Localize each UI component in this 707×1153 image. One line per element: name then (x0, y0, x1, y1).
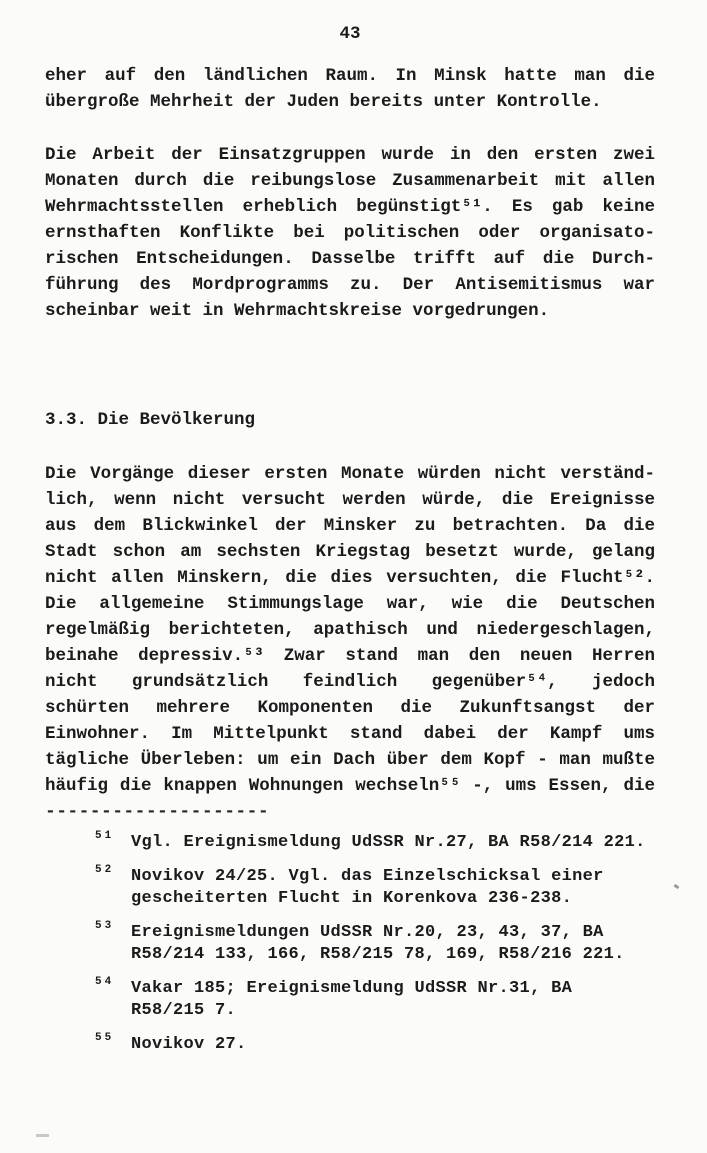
text-line: nicht grundsätzlich feindlich gegenüber⁵⁴, jedoch (45, 672, 655, 692)
footnote-item (45, 832, 655, 854)
footnote-line: R58/215 7. (131, 1001, 237, 1020)
text-line: übergroße Mehrheit der Juden bereits unter Kontrolle. (45, 92, 602, 112)
footnote-marker: 54 (95, 976, 115, 988)
footnote-text (131, 978, 655, 1022)
footnote-separator: -------------------- (45, 805, 270, 819)
footnote-line: Ereignismeldungen UdSSR Nr.20, 23, 43, 37, BA (131, 923, 604, 942)
footnote-line: Vakar 185; Ereignismeldung UdSSR Nr.31, BA (131, 979, 573, 998)
paragraph-einsatzgruppen (45, 142, 655, 324)
footnote-text (131, 832, 655, 854)
text-line: schürten mehrere Komponenten die Zukunftsangst der (45, 698, 655, 718)
text-line: Stadt schon am sechsten Kriegstag besetzt wurde, gelang (45, 542, 655, 562)
footnote-line: Novikov 24/25. Vgl. das Einzelschicksal einer (131, 867, 604, 886)
text-line: Einwohner. Im Mittelpunkt stand dabei der Kampf ums (45, 724, 655, 744)
text-line: Monaten durch die reibungslose Zusammenarbeit mit allen (45, 171, 655, 191)
text-line: regelmäßig berichteten, apathisch und niedergeschlagen, (45, 620, 655, 640)
footnote-line: Novikov 27. (131, 1035, 247, 1054)
footnote-item (45, 1034, 655, 1056)
scan-artifact-speck (674, 884, 680, 889)
footnotes (45, 832, 655, 1056)
footnote-line: R58/214 133, 166, R58/215 78, 169, R58/216 221. (131, 945, 625, 964)
scanned-page (0, 21, 707, 1153)
footnote-line: gescheiterten Flucht in Korenkova 236-238. (131, 889, 573, 908)
text-line: tägliche Überleben: um ein Dach über dem Kopf - man mußte (45, 750, 655, 770)
footnote-text (131, 866, 655, 910)
footnote-item (45, 978, 655, 1022)
text-line: aus dem Blickwinkel der Minsker zu betrachten. Da die (45, 516, 655, 536)
text-line: rischen Entscheidungen. Dasselbe trifft auf die Durch- (45, 249, 655, 269)
footnote-marker: 51 (95, 830, 115, 842)
text-line: scheinbar weit in Wehrmachtskreise vorgedrungen. (45, 301, 550, 321)
text-line: Wehrmachtsstellen erheblich begünstigt⁵¹. Es gab keine (45, 197, 655, 217)
section-heading: 3.3. Die Bevölkerung (45, 410, 256, 430)
page-number: 43 (339, 24, 361, 44)
text-line: Die Arbeit der Einsatzgruppen wurde in den ersten zwei (45, 145, 655, 165)
text-line: führung des Mordprogramms zu. Der Antisemitismus war (45, 275, 655, 295)
footnote-text (131, 1034, 655, 1056)
scan-artifact-dash (36, 1134, 49, 1137)
footnote-marker: 52 (95, 864, 115, 876)
paragraph-intro (45, 63, 655, 115)
text-line: Die Vorgänge dieser ersten Monate würden nicht verständ- (45, 464, 655, 484)
text-line: eher auf den ländlichen Raum. In Minsk hatte man die (45, 66, 655, 86)
text-line: Die allgemeine Stimmungslage war, wie die Deutschen (45, 594, 655, 614)
text-line: lich, wenn nicht versucht werden würde, die Ereignisse (45, 490, 655, 510)
footnote-marker: 55 (95, 1032, 115, 1044)
text-line: nicht allen Minskern, die dies versuchten, die Flucht⁵². (45, 568, 655, 588)
footnote-text (131, 922, 655, 966)
paragraph-bevoelkerung (45, 461, 655, 799)
text-line: beinahe depressiv.⁵³ Zwar stand man den neuen Herren (45, 646, 655, 666)
footnote-item (45, 866, 655, 910)
text-line: häufig die knappen Wohnungen wechseln⁵⁵ -, ums Essen, die (45, 776, 655, 796)
footnote-item (45, 922, 655, 966)
text-line: ernsthaften Konflikte bei politischen oder organisato- (45, 223, 655, 243)
footnote-marker: 53 (95, 920, 115, 932)
footnote-line: Vgl. Ereignismeldung UdSSR Nr.27, BA R58/214 221. (131, 833, 646, 852)
